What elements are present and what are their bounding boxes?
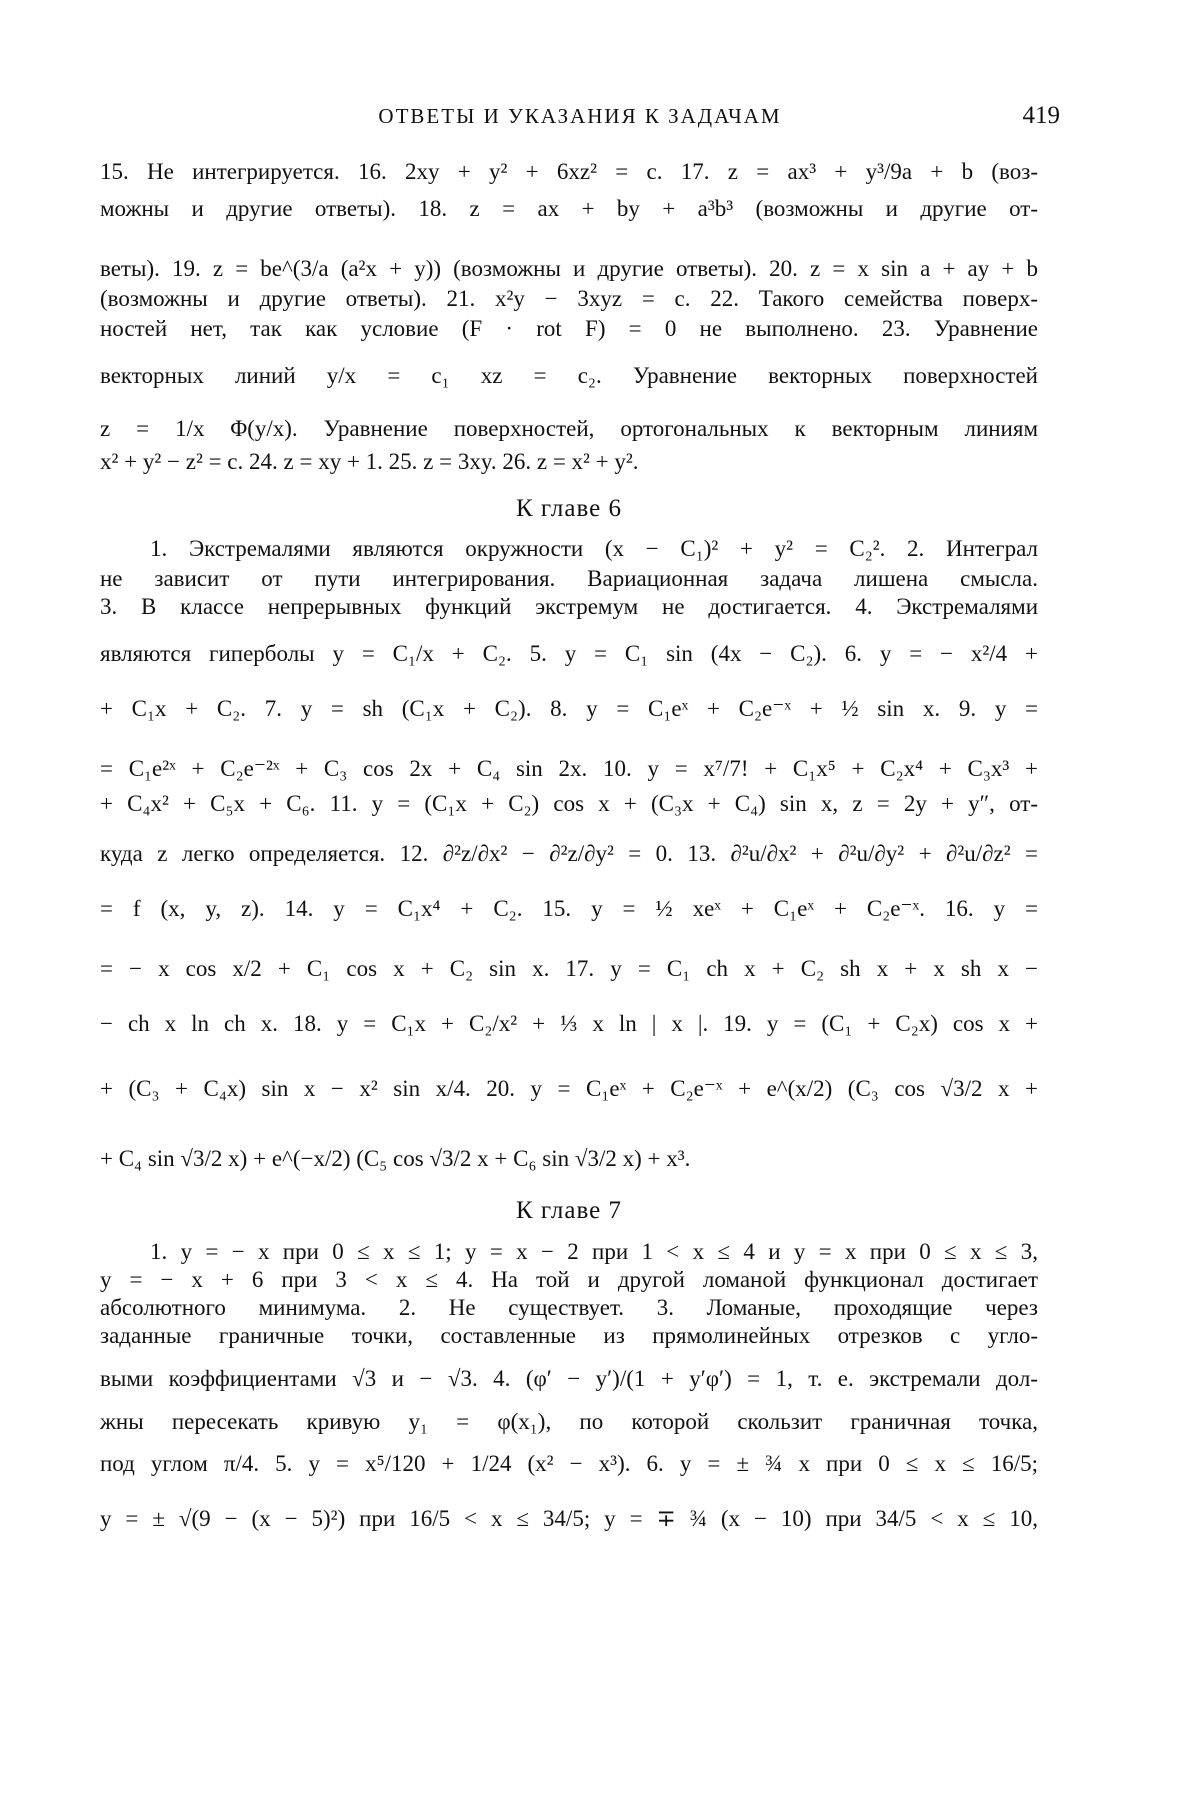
- chapter-heading: К главе 6: [516, 495, 622, 522]
- text-line: веты). 19. z = be^(3/a (a²x + y)) (возможны и другие ответы). 20. z = x sin a + ay + b: [100, 256, 1038, 281]
- text-line: + C₁x + C₂. 7. y = sh (C₁x + C₂). 8. y = C₁eˣ + C₂e⁻ˣ + ½ sin x. 9. y =: [100, 696, 1038, 721]
- text-line: векторных линий y/x = c₁ xz = c₂. Уравнение векторных поверхностей: [100, 363, 1038, 388]
- text-line: куда z легко определяется. 12. ∂²z/∂x² − ∂²z/∂y² = 0. 13. ∂²u/∂x² + ∂²u/∂y² + ∂²u/∂z² =: [100, 841, 1038, 866]
- text-line: 3. В классе непрерывных функций экстремум не достигается. 4. Экстремалями: [100, 594, 1038, 619]
- text-line: не зависит от пути интегрирования. Вариационная задача лишена смысла.: [100, 566, 1038, 591]
- text-line: можны и другие ответы). 18. z = ax + by + a³b³ (возможны и другие от-: [100, 196, 1038, 221]
- text-line: y = − x + 6 при 3 < x ≤ 4. На той и другой ломаной функционал достигает: [100, 1267, 1038, 1292]
- text-line: x² + y² − z² = c. 24. z = xy + 1. 25. z = 3xy. 26. z = x² + y².: [100, 449, 639, 474]
- text-line: − ch x ln ch x. 18. y = C₁x + C₂/x² + ⅓ x ln | x |. 19. y = (C₁ + C₂x) cos x +: [100, 1011, 1038, 1036]
- page-header: [100, 100, 1060, 140]
- text-line: 1. Экстремалями являются окружности (x − C₁)² + y² = C₂². 2. Интеграл: [150, 536, 1038, 561]
- chapter-heading: К главе 7: [516, 1197, 622, 1224]
- text-line: жны пересекать кривую y₁ = φ(x₁), по которой скользит граничная точка,: [100, 1409, 1038, 1434]
- text-line: = − x cos x/2 + C₁ cos x + C₂ sin x. 17. y = C₁ ch x + C₂ sh x + x sh x −: [100, 956, 1038, 981]
- text-line: + C₄ sin √3/2 x) + e^(−x/2) (C₅ cos √3/2 x + C₆ sin √3/2 x) + x³.: [100, 1146, 691, 1171]
- text-line: y = ± √(9 − (x − 5)²) при 16/5 < x ≤ 34/5; y = ∓ ¾ (x − 10) при 34/5 < x ≤ 10,: [100, 1506, 1038, 1531]
- text-line: = C₁e²ˣ + C₂e⁻²ˣ + C₃ cos 2x + C₄ sin 2x. 10. y = x⁷/7! + C₁x⁵ + C₂x⁴ + C₃x³ +: [100, 756, 1038, 781]
- text-line: выми коэффициентами √3 и − √3. 4. (φ′ − y′)/(1 + y′φ′) = 1, т. е. экстремали дол-: [100, 1366, 1038, 1391]
- text-line: заданные граничные точки, составленные из прямолинейных отрезков с угло-: [100, 1323, 1038, 1348]
- text-line: являются гиперболы y = C₁/x + C₂. 5. y = C₁ sin (4x − C₂). 6. y = − x²/4 +: [100, 641, 1038, 666]
- text-line: + C₄x² + C₅x + C₆. 11. y = (C₁x + C₂) cos x + (C₃x + C₄) sin x, z = 2y + y″, от-: [100, 791, 1038, 816]
- text-line: 15. Не интегрируется. 16. 2xy + y² + 6xz² = c. 17. z = ax³ + y³/9a + b (воз-: [100, 159, 1038, 184]
- page-number: 419: [1022, 102, 1060, 129]
- text-line: z = 1/x Φ(y/x). Уравнение поверхностей, ортогональных к векторным линиям: [100, 416, 1038, 441]
- text-line: под углом π/4. 5. y = x⁵/120 + 1/24 (x² − x³). 6. y = ± ¾ x при 0 ≤ x ≤ 16/5;: [100, 1451, 1038, 1476]
- text-line: 1. y = − x при 0 ≤ x ≤ 1; y = x − 2 при 1 < x ≤ 4 и y = x при 0 ≤ x ≤ 3,: [150, 1239, 1038, 1264]
- text-line: абсолютного минимума. 2. Не существует. 3. Ломаные, проходящие через: [100, 1295, 1038, 1320]
- text-line: = f (x, y, z). 14. y = C₁x⁴ + C₂. 15. y = ½ xeˣ + C₁eˣ + C₂e⁻ˣ. 16. y =: [100, 896, 1038, 921]
- text-line: (возможны и другие ответы). 21. x²y − 3xyz = c. 22. Такого семейства поверх-: [100, 286, 1038, 311]
- running-head: ОТВЕТЫ И УКАЗАНИЯ К ЗАДАЧАМ: [378, 104, 782, 128]
- text-line: + (C₃ + C₄x) sin x − x² sin x/4. 20. y = C₁eˣ + C₂e⁻ˣ + e^(x/2) (C₃ cos √3/2 x +: [100, 1076, 1038, 1101]
- text-line: ностей нет, так как условие (F · rot F) = 0 не выполнено. 23. Уравнение: [100, 316, 1038, 341]
